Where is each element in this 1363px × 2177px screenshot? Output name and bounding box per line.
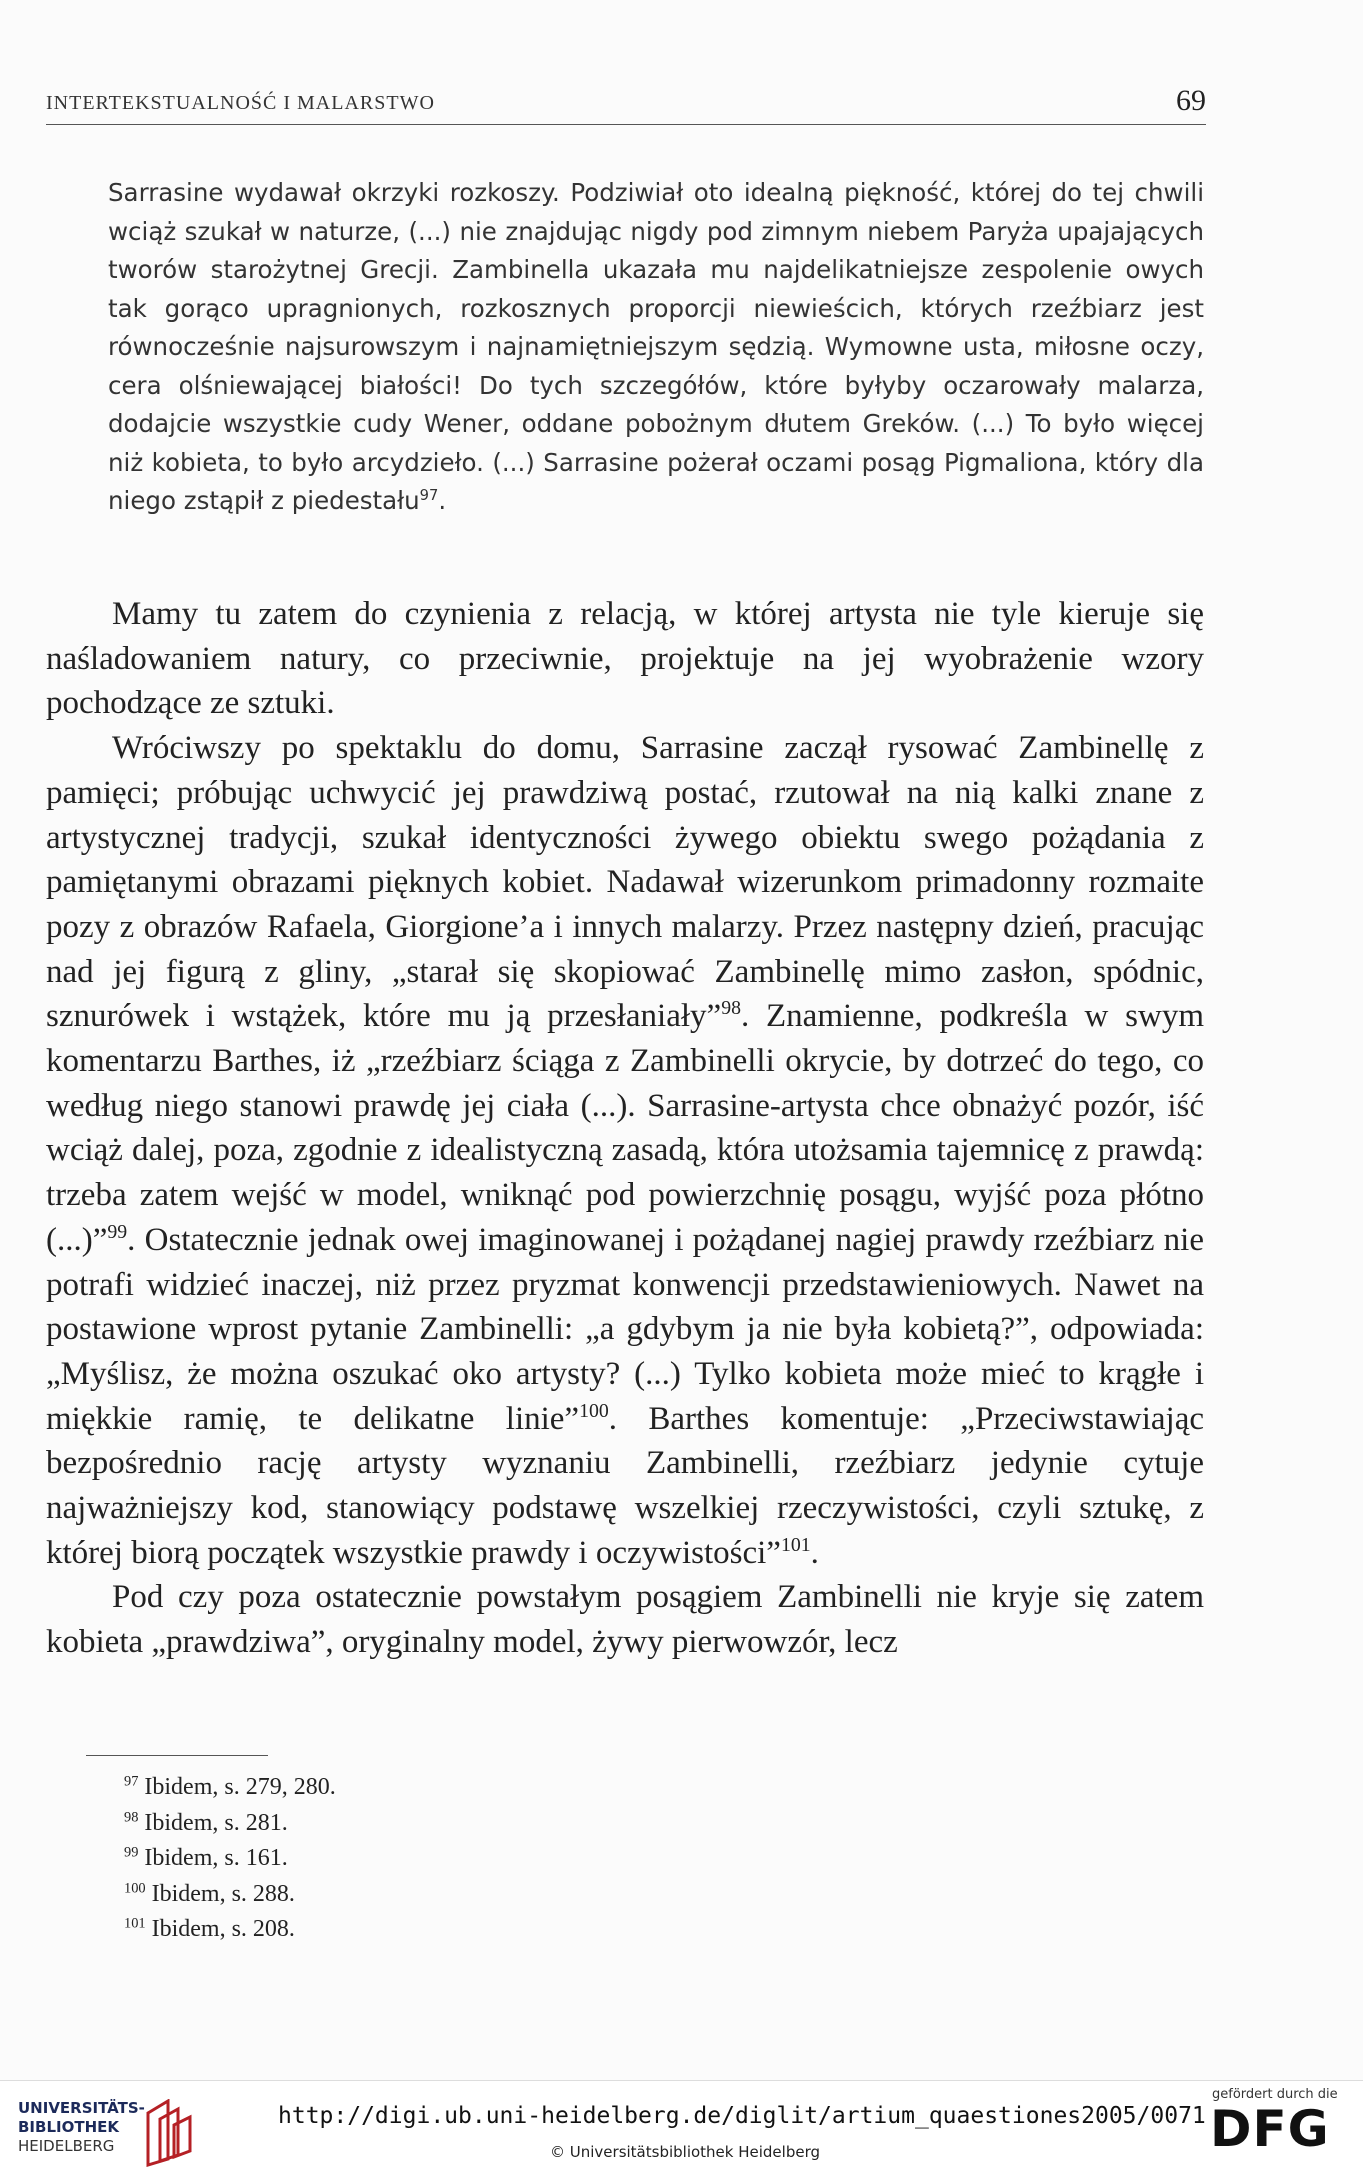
dfg-caption: gefördert durch die	[1212, 2087, 1338, 2102]
library-emblem-icon	[138, 2099, 208, 2167]
footnote-97	[124, 1770, 336, 1806]
body-text	[46, 592, 1204, 1665]
footnotes	[124, 1770, 336, 1948]
paragraph-2	[46, 726, 1204, 1575]
footnote-number: 99	[124, 1844, 139, 1861]
footnote-divider	[86, 1755, 268, 1756]
footnote-ref-97[interactable]: 97	[419, 487, 439, 505]
page-number: 69	[1176, 84, 1206, 117]
library-name-line-2: BIBLIOTHEK	[18, 2118, 119, 2136]
quote-text: Sarrasine wydawał okrzyki rozkoszy. Podziwiał oto idealną piękność, której do tej chwili wciąż szukał w naturze, (...) nie znajdując nigdy pod zimnym niebem Paryża upajających tworów starożytnej Grecji. Zambinella ukazała mu najdelikatniejsze zespolenie owych tak gorąco upragnionych, rozkosznych proporcji niewieścich, których rzeźbiarz jest równocześnie najsurowszym i najnamiętniejszym sędzią. Wymowne usta, miłosne oczy, cera olśniewającej białości! Do tych szczegółów, które byłyby oczarowały malarza, dodajcie wszystkie cudy Wener, oddane pobożnym dłutem Greków. (...) To było więcej niż kobieta, to było arcydzieło. (...) Sarrasine pożerał oczami posąg Pigmaliona, który dla niego zstąpił z piedestału	[108, 178, 1204, 515]
page-header	[46, 84, 1206, 125]
paragraph-2-part-3: . Ostatecznie jednak owej imaginowanej i pożądanej nagiej prawdy rzeźbiarz nie potrafi widzieć inaczej, niż przez pryzmat konwencji przedstawieniowych. Nawet na postawione wprost pytanie Zambinelli: „a gdybym ja nie była kobietą?”, odpowiada: „Myślisz, że można oszukać oko artysty? (...) Tylko kobieta może mieć to krągłe i miękkie ramię, te delikatne linie”	[46, 1221, 1204, 1437]
footnote-ref-101[interactable]: 101	[780, 1533, 811, 1556]
footnote-98	[124, 1806, 336, 1842]
document-url-link[interactable]: http://digi.ub.uni-heidelberg.de/diglit/artium_quaestiones2005/0071	[278, 2103, 1206, 2129]
block-quote	[108, 174, 1204, 521]
paragraph-2-part-4: . Barthes komentuje: „Przeciwstawiając bezpośrednio rację artysty wyznaniu Zambinelli, rzeźbiarz jedynie cytuje najważniejszy kod, stanowiący podstawę wszelkiej rzeczywistości, czyli sztukę, z której biorą początek wszystkie prawdy i oczywistości”	[46, 1400, 1204, 1571]
library-city: HEIDELBERG	[18, 2137, 115, 2155]
library-name-line-1: UNIVERSITÄTS-	[18, 2099, 145, 2117]
university-library-logo[interactable]	[18, 2099, 238, 2167]
footnote-99	[124, 1841, 336, 1877]
footnote-100	[124, 1877, 336, 1913]
footnote-text: Ibidem, s. 161.	[144, 1845, 288, 1872]
dfg-logo: DFG	[1210, 2100, 1330, 2158]
footnote-number: 98	[124, 1808, 139, 1825]
footnote-number: 97	[124, 1773, 139, 1790]
footnote-text: Ibidem, s. 288.	[151, 1880, 295, 1907]
footnote-text: Ibidem, s. 208.	[151, 1916, 295, 1943]
footnote-text: Ibidem, s. 281.	[144, 1809, 288, 1836]
quote-end: .	[438, 486, 447, 515]
copyright-notice: © Universitätsbibliothek Heidelberg	[550, 2143, 821, 2161]
footnote-text: Ibidem, s. 279, 280.	[144, 1774, 336, 1800]
running-head: INTERTEKSTUALNOŚĆ I MALARSTWO	[46, 92, 435, 114]
footnote-number: 101	[124, 1915, 146, 1932]
paragraph-2-part-1: Wróciwszy po spektaklu do domu, Sarrasine zaczął rysować Zambinellę z pamięci; próbując uchwycić jej prawdziwą postać, rzutował na nią kalki znane z artystycznej tradycji, szukał identyczności żywego obiektu swego pożądania z pamiętanymi obrazami pięknych kobiet. Nadawał wizerunkom primadonny rozmaite pozy z obrazów Rafaela, Giorgione’a i innych malarzy. Przez następny dzień, pracując nad jej figurą z gliny, „starał się skopiować Zambinellę mimo zasłon, spódnic, sznurówek i wstążek, które mu ją przesłaniały”	[46, 730, 1204, 1035]
library-name	[18, 2099, 145, 2156]
dfg-funding-badge[interactable]	[1208, 2087, 1348, 2173]
footnote-ref-99[interactable]: 99	[107, 1220, 128, 1243]
paragraph-2-part-5: .	[810, 1534, 819, 1571]
digitization-footer	[0, 2080, 1363, 2177]
footnote-ref-98[interactable]: 98	[721, 997, 741, 1020]
footnote-number: 100	[124, 1880, 146, 1897]
footnote-101	[124, 1912, 336, 1948]
footnote-ref-100[interactable]: 100	[579, 1399, 609, 1422]
paragraph-1: Mamy tu zatem do czynienia z relacją, w której artysta nie tyle kieruje się naśladowaniem natury, co przeciwnie, projektuje na jej wyobrażenie wzory pochodzące ze sztuki.	[46, 596, 1204, 722]
paragraph-2-part-2: . Znamienne, podkreśla w swym komentarzu Barthes, iż „rzeźbiarz ściąga z Zambinelli okrycie, by dotrzeć do tego, co według niego stanowi prawdę jej ciała (...). Sarrasine-artysta chce obnażyć pozór, iść wciąż dalej, poza, zgodnie z idealistyczną zasadą, która utożsamia tajemnicę z prawdą: trzeba zatem wejść w model, wniknąć pod powierzchnię posągu, wyjść poza płótno (...)”	[46, 998, 1205, 1258]
paragraph-3: Pod czy poza ostatecznie powstałym posągiem Zambinelli nie kryje się zatem kobieta „prawdziwa”, oryginalny model, żywy pierwowzór, lecz	[46, 1579, 1204, 1661]
